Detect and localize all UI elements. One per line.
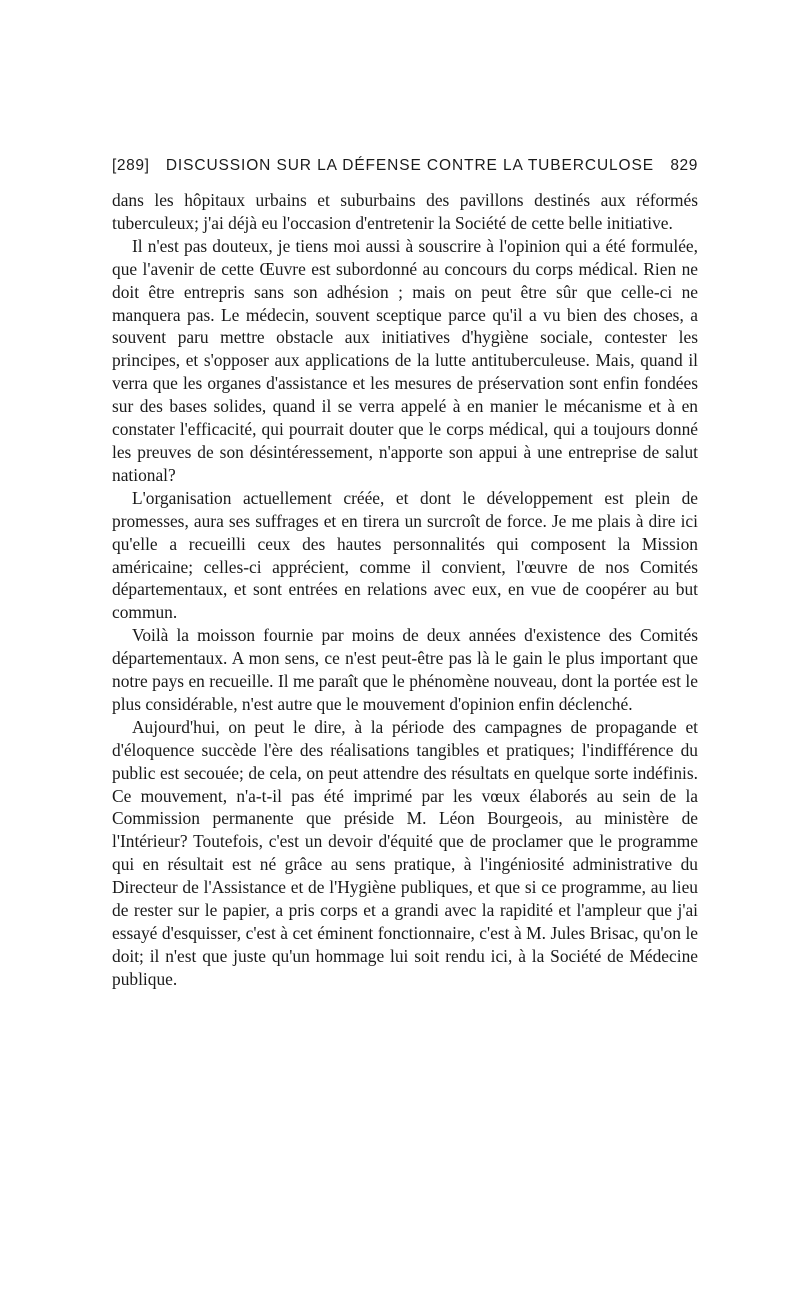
section-reference: [289] bbox=[112, 157, 150, 174]
paragraph: Aujourd'hui, on peut le dire, à la période des campagnes de propagande et d'éloquence succède l'ère des réalisations tangibles et pratiques; l'indifférence du public est secouée; de cela, on peut attendre des résultats en quelque sorte indéfinis. Ce mouvement, n'a-t-il pas été imprimé par les vœux élaborés au sein de la Commission permanente que préside M. Léon Bourgeois, au ministère de l'Intérieur? Toutefois, c'est un devoir d'équité que de proclamer que le programme qui en résultait est né grâce au sens pratique, à l'ingéniosité administrative du Directeur de l'Assistance et de l'Hygiène publiques, et que si ce programme, au lieu de rester sur le papier, a pris corps et a grandi avec la rapidité et l'ampleur que j'ai essayé d'esquisser, c'est à cet éminent fonctionnaire, c'est à M. Jules Brisac, qu'on le doit; il n'est que juste qu'un hommage lui soit rendu ici, à la Société de Médecine publique. bbox=[112, 716, 698, 989]
book-page bbox=[112, 157, 698, 991]
paragraph: L'organisation actuellement créée, et dont le développement est plein de promesses, aura ses suffrages et en tirera un surcroît de force. Je me plais à dire ici qu'elle a recueilli ceux des hautes personnalités qui composent la Mission américaine; celles-ci apprécient, comme il convient, l'œuvre de nos Comités départementaux, et sont entrées en relations avec eux, en vue de coopérer au but commun. bbox=[112, 487, 698, 623]
paragraph: Il n'est pas douteux, je tiens moi aussi à souscrire à l'opinion qui a été formulée, que l'avenir de cette Œuvre est subordonné au concours du corps médical. Rien ne doit être entrepris sans son adhésion ; mais on peut être sûr que celle-ci ne manquera pas. Le médecin, souvent sceptique parce qu'il a vu bien des choses, a souvent paru mettre obstacle aux initiatives d'hygiène sociale, contester les principes, et s'opposer aux applications de la lutte antituberculeuse. Mais, quand il verra que les organes d'assistance et les mesures de préservation sont enfin fondées sur des bases solides, quand il se verra appelé à en manier le mécanisme et à en constater l'efficacité, qui pourrait douter que le corps médical, qui a toujours donné les preuves de son désintéressement, n'apporte son appui à une entreprise de salut national? bbox=[112, 235, 698, 485]
body-text bbox=[112, 189, 698, 991]
paragraph-continuation: dans les hôpitaux urbains et suburbains des pavillons destinés aux réformés tuberculeux; j'ai déjà eu l'occasion d'entretenir la Société de cette belle initiative. bbox=[112, 190, 698, 233]
running-title: DISCUSSION SUR LA DÉFENSE CONTRE LA TUBERCULOSE bbox=[165, 157, 654, 174]
running-header bbox=[112, 157, 698, 175]
page-number: 829 bbox=[670, 157, 698, 174]
paragraph: Voilà la moisson fournie par moins de deux années d'existence des Comités départementaux. A mon sens, ce n'est peut-être pas là le gain le plus important que notre pays en recueille. Il me paraît que le phénomène nouveau, dont la portée est le plus considérable, n'est autre que le mouvement d'opinion enfin déclenché. bbox=[112, 625, 698, 714]
